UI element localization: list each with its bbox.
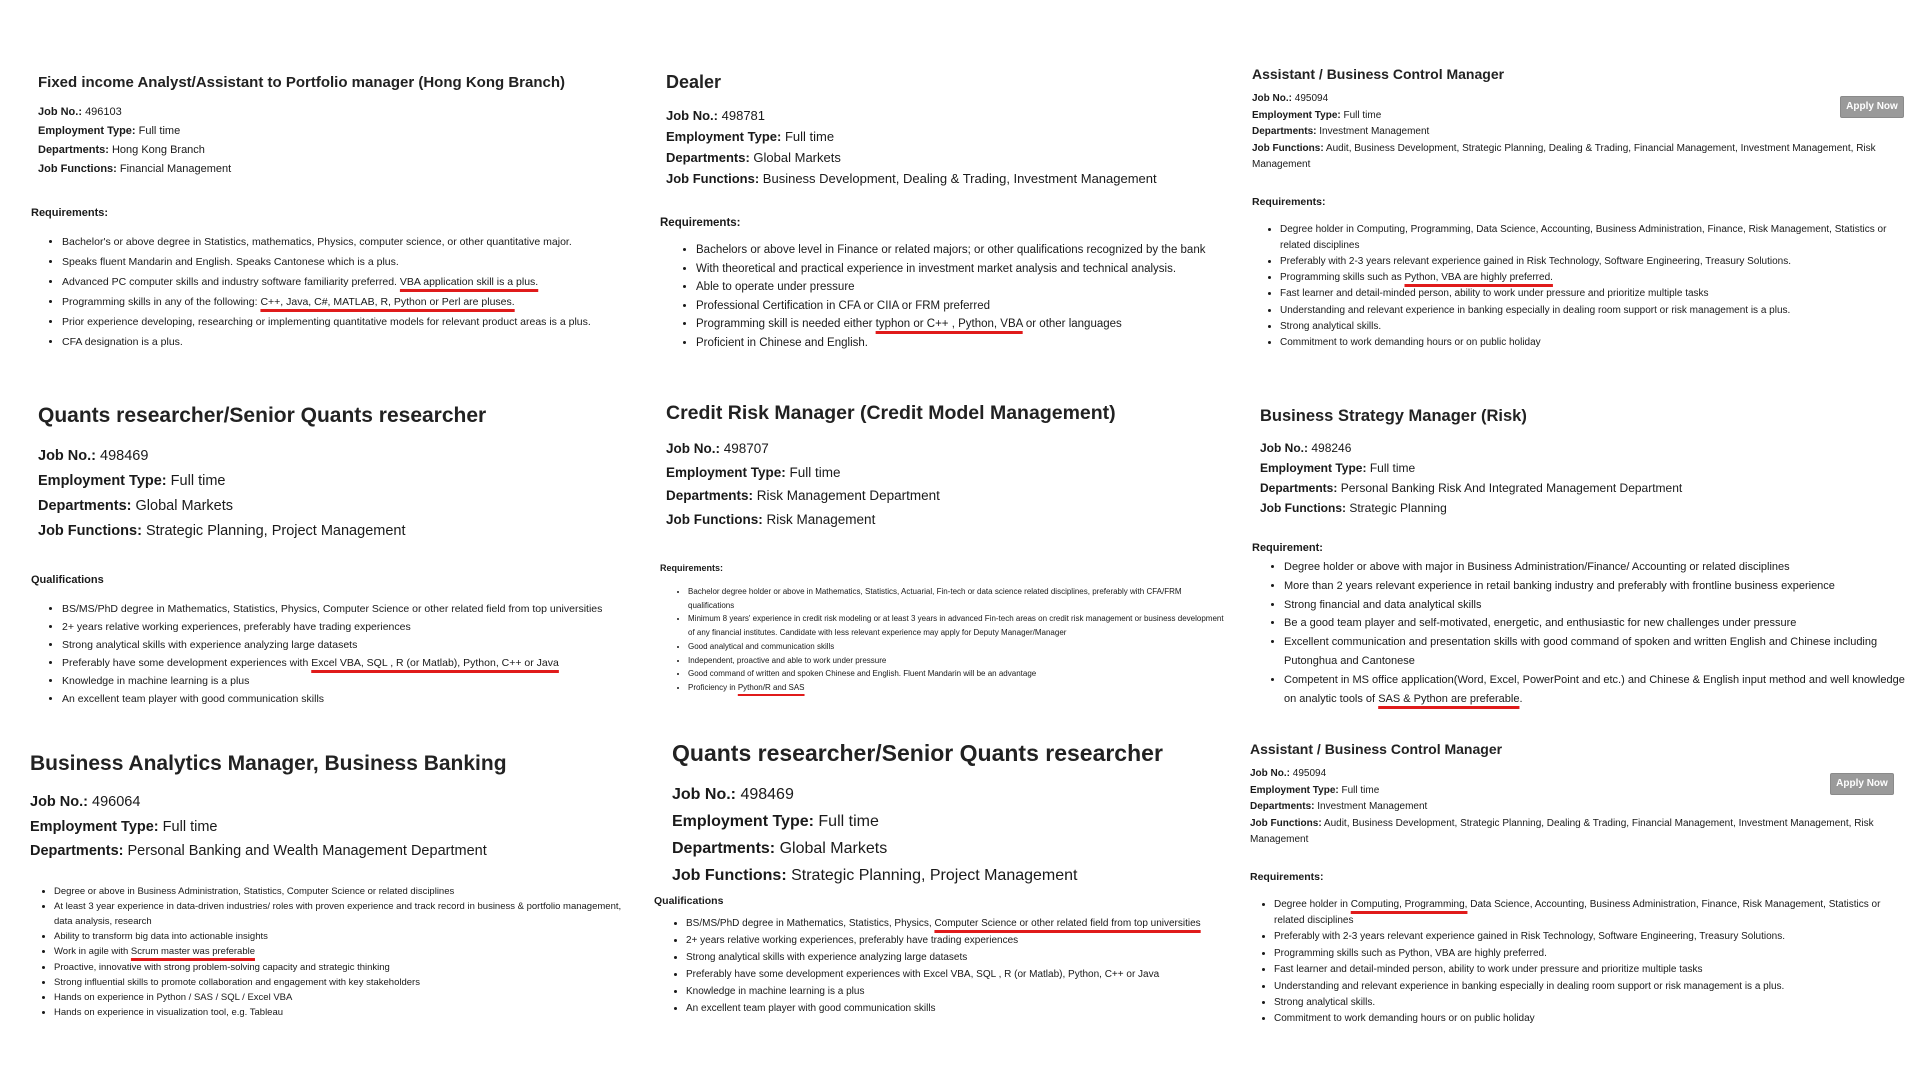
job-meta bbox=[666, 437, 1226, 531]
list-item: • An excellent team player with good communication skills bbox=[686, 1000, 1232, 1017]
list-item: • Preferably have some development experiences with Excel VBA, SQL , R (or Matlab), Python, C++ or Java bbox=[686, 966, 1232, 983]
job-title: Dealer bbox=[666, 72, 722, 92]
job-posting-business-control-manager bbox=[1252, 66, 1907, 351]
qualifications-heading: Qualifications bbox=[31, 574, 104, 586]
requirements-list bbox=[1250, 897, 1910, 1028]
job-functions-label: Job Functions: bbox=[38, 163, 117, 175]
job-posting-credit-risk-manager bbox=[660, 402, 1226, 695]
requirements-heading: Requirements: bbox=[31, 207, 109, 219]
job-posting-quants-researcher bbox=[31, 404, 618, 708]
requirements-list bbox=[38, 600, 618, 708]
job-functions-value: Audit, Business Development, Strategic Planning, Dealing & Trading, Financial Management, Investment Management, Risk Management bbox=[1250, 817, 1874, 845]
list-item: • Degree holder in Computing, Programming, Data Science, Accounting, Business Administration, Finance, Risk Management, Statistics or related disciplines bbox=[1280, 222, 1907, 254]
requirements-list bbox=[1260, 558, 1910, 708]
job-no-value: 498707 bbox=[723, 441, 769, 456]
job-title: Assistant / Business Control Manager bbox=[1250, 741, 1503, 757]
job-no-label: Job No.: bbox=[1260, 441, 1308, 455]
list-item: • Excellent communication and presentation skills with good command of spoken and written English and Chinese including Putonghua and Cantonese bbox=[1284, 633, 1910, 671]
list-item: • Ability to transform big data into actionable insights bbox=[54, 929, 630, 944]
list-item: • Good analytical and communication skills bbox=[688, 640, 1226, 654]
list-item: • An excellent team player with good communication skills bbox=[62, 690, 618, 708]
list-item: • Hands on experience in visualization tool, e.g. Tableau bbox=[54, 1005, 630, 1020]
job-functions-value: Strategic Planning bbox=[1349, 501, 1447, 515]
employment-type-label: Employment Type: bbox=[30, 818, 159, 835]
list-item: • Be a good team player and self-motivated, energetic, and enthusiastic for new challenges under pressure bbox=[1284, 614, 1910, 633]
job-no-label: Job No.: bbox=[666, 441, 720, 456]
departments-label: Departments: bbox=[1250, 801, 1315, 812]
departments-label: Departments: bbox=[666, 150, 750, 165]
list-item: • 2+ years relative working experiences, preferably have trading experiences bbox=[686, 932, 1232, 949]
departments-value: Investment Management bbox=[1317, 801, 1428, 812]
departments-label: Departments: bbox=[666, 488, 754, 503]
list-item: • Proficiency in Python/R and SAS bbox=[688, 681, 1226, 695]
departments-value: Global Markets bbox=[135, 498, 234, 514]
employment-type-value: Full time bbox=[162, 818, 218, 835]
departments-value: Personal Banking Risk And Integrated Management Department bbox=[1340, 481, 1683, 495]
list-item: • Understanding and relevant experience in banking especially in dealing room support or risk management is a plus. bbox=[1280, 303, 1907, 319]
list-item: • Advanced PC computer skills and industry software familiarity preferred. VBA application skill is a plus. bbox=[62, 272, 618, 292]
highlighted-text: Computer Science or other related field from top universities bbox=[934, 918, 1201, 929]
highlighted-text: C++, Java, C#, MATLAB, R, Python or Perl are pluses. bbox=[260, 296, 515, 308]
job-functions-value: Business Development, Dealing & Trading, Investment Management bbox=[762, 171, 1157, 186]
job-no-value: 498469 bbox=[740, 786, 794, 803]
job-no-value: 498469 bbox=[100, 448, 149, 464]
job-title: Business Strategy Manager (Risk) bbox=[1260, 407, 1527, 425]
job-functions-label: Job Functions: bbox=[666, 171, 760, 186]
list-item: • Competent in MS office application(Word, Excel, PowerPoint and etc.) and Chinese & English input method and well knowledge on analytic tools of SAS & Python are preferable. bbox=[1284, 671, 1910, 709]
employment-type-value: Full time bbox=[1343, 109, 1382, 121]
list-item: • 2+ years relative working experiences, preferably have trading experiences bbox=[62, 618, 618, 636]
highlighted-text: Python/R and SAS bbox=[737, 682, 805, 692]
list-item: • Independent, proactive and able to work under pressure bbox=[688, 654, 1226, 668]
job-no-value: 495094 bbox=[1294, 93, 1329, 104]
list-item: • Bachelors or above level in Finance or related majors; or other qualifications recognized by the bank bbox=[696, 241, 1226, 260]
job-no-value: 498246 bbox=[1311, 441, 1352, 455]
job-no-label: Job No.: bbox=[38, 106, 82, 118]
highlighted-text: SAS & Python are preferable bbox=[1378, 692, 1520, 705]
employment-type-label: Employment Type: bbox=[666, 129, 782, 144]
departments-value: Global Markets bbox=[779, 840, 888, 857]
job-posting-business-analytics-manager bbox=[30, 752, 630, 1020]
job-posting-business-strategy-manager bbox=[1252, 407, 1910, 708]
list-item: • Fast learner and detail-minded person, ability to work under pressure and prioritize multiple tasks bbox=[1280, 286, 1907, 302]
list-item: • Programming skills such as Python, VBA are highly preferred. bbox=[1280, 270, 1907, 286]
list-item: • Bachelor degree holder or above in Mathematics, Statistics, Actuarial, Fin-tech or data science related disciplines, preferably with CFA/FRM qualifications bbox=[688, 585, 1226, 612]
list-item: • Prior experience developing, researching or implementing quantitative models for relevant product areas is a plus. bbox=[62, 312, 618, 332]
list-item: • Strong influential skills to promote collaboration and engagement with key stakeholders bbox=[54, 975, 630, 990]
list-item: • At least 3 year experience in data-driven industries/ roles with proven experience and track record in business & portfolio management, data analysis, research bbox=[54, 899, 630, 929]
job-functions-label: Job Functions: bbox=[672, 867, 787, 884]
job-meta bbox=[666, 105, 1226, 189]
job-functions-value: Risk Management bbox=[766, 511, 876, 527]
job-title: Business Analytics Manager, Business Banking bbox=[30, 752, 507, 775]
job-functions-label: Job Functions: bbox=[1250, 817, 1322, 829]
departments-label: Departments: bbox=[672, 840, 776, 857]
apply-now-button[interactable]: Apply Now bbox=[1840, 96, 1904, 118]
requirements-heading: Requirement: bbox=[1252, 542, 1323, 554]
list-item: • Work in agile with Scrum master was preferable bbox=[54, 944, 630, 959]
requirements-heading: Requirements: bbox=[1250, 870, 1324, 883]
job-functions-value: Strategic Planning, Project Management bbox=[145, 523, 406, 539]
job-title: Quants researcher/Senior Quants researcher bbox=[672, 740, 1163, 766]
employment-type-value: Full time bbox=[784, 129, 835, 144]
departments-label: Departments: bbox=[1260, 481, 1338, 495]
job-meta bbox=[30, 790, 630, 864]
employment-type-value: Full time bbox=[170, 473, 226, 489]
departments-label: Departments: bbox=[38, 144, 109, 156]
list-item: • Understanding and relevant experience in banking especially in dealing room support or risk management is a plus. bbox=[1274, 979, 1910, 995]
job-functions-value: Audit, Business Development, Strategic Planning, Dealing & Trading, Financial Management, Investment Management, Risk Management bbox=[1252, 142, 1876, 170]
job-title: Fixed income Analyst/Assistant to Portfolio manager (Hong Kong Branch) bbox=[38, 74, 565, 91]
list-item: • Preferably have some development experiences with Excel VBA, SQL , R (or Matlab), Python, C++ or Java bbox=[62, 654, 618, 672]
employment-type-label: Employment Type: bbox=[38, 125, 136, 137]
requirements-list bbox=[1252, 222, 1907, 352]
list-item: • Programming skills in any of the following: C++, Java, C#, MATLAB, R, Python or Perl are pluses. bbox=[62, 292, 618, 312]
employment-type-label: Employment Type: bbox=[1252, 109, 1341, 121]
job-functions-label: Job Functions: bbox=[666, 511, 763, 527]
highlighted-text: VBA application skill is a plus. bbox=[399, 276, 539, 288]
job-title: Credit Risk Manager (Credit Model Management) bbox=[666, 402, 1116, 424]
list-item: • Knowledge in machine learning is a plus bbox=[62, 672, 618, 690]
job-meta bbox=[672, 781, 1232, 889]
list-item: • Speaks fluent Mandarin and English. Speaks Cantonese which is a plus. bbox=[62, 252, 618, 272]
job-title: Assistant / Business Control Manager bbox=[1252, 66, 1505, 82]
departments-label: Departments: bbox=[1252, 126, 1317, 137]
list-item: • Minimum 8 years' experience in credit risk modeling or at least 3 years in advanced Fin-tech areas on credit risk management or business development of any financial institutes. Candidate with less relevant experience may apply for Deputy Manager/Manager bbox=[688, 612, 1226, 639]
requirements-list bbox=[666, 241, 1226, 352]
requirements-list bbox=[666, 585, 1226, 695]
departments-value: Risk Management Department bbox=[756, 488, 940, 503]
list-item: • Degree holder or above with major in Business Administration/Finance/ Accounting or related disciplines bbox=[1284, 558, 1910, 577]
qualifications-heading: Qualifications bbox=[654, 895, 724, 907]
list-item: • Bachelor's or above degree in Statistics, mathematics, Physics, computer science, or other quantitative major. bbox=[62, 232, 618, 252]
list-item: • Proficient in Chinese and English. bbox=[696, 334, 1226, 353]
list-item: • Commitment to work demanding hours or on public holiday bbox=[1280, 335, 1907, 351]
job-no-value: 496103 bbox=[85, 106, 122, 118]
list-item: • Programming skills such as Python, VBA are highly preferred. bbox=[1274, 946, 1910, 962]
list-item: • Professional Certification in CFA or CIIA or FRM preferred bbox=[696, 297, 1226, 316]
job-no-label: Job No.: bbox=[1252, 93, 1292, 104]
list-item: • Degree or above in Business Administration, Statistics, Computer Science or related disciplines bbox=[54, 884, 630, 899]
list-item: • Able to operate under pressure bbox=[696, 278, 1226, 297]
employment-type-value: Full time bbox=[818, 813, 879, 830]
departments-value: Hong Kong Branch bbox=[111, 144, 205, 156]
job-posting-business-control-manager-2 bbox=[1250, 741, 1910, 1028]
job-meta bbox=[1250, 766, 1910, 849]
requirements-heading: Requirements: bbox=[1252, 195, 1326, 208]
employment-type-label: Employment Type: bbox=[1250, 784, 1339, 796]
job-functions-label: Job Functions: bbox=[38, 523, 142, 539]
job-no-value: 496064 bbox=[92, 794, 141, 810]
list-item: • Proactive, innovative with strong problem-solving capacity and strategic thinking bbox=[54, 960, 630, 975]
employment-type-value: Full time bbox=[1341, 784, 1380, 796]
list-item: • BS/MS/PhD degree in Mathematics, Statistics, Physics, Computer Science or other related field from top universities bbox=[62, 600, 618, 618]
job-title: Quants researcher/Senior Quants researcher bbox=[38, 404, 487, 427]
departments-value: Global Markets bbox=[753, 150, 841, 165]
highlighted-text: Computing, Programming, bbox=[1350, 898, 1468, 910]
employment-type-label: Employment Type: bbox=[666, 464, 786, 480]
job-functions-value: Strategic Planning, Project Management bbox=[791, 867, 1078, 884]
list-item: • CFA designation is a plus. bbox=[62, 332, 618, 352]
list-item: • Strong analytical skills. bbox=[1280, 319, 1907, 335]
requirements-list bbox=[38, 232, 618, 352]
employment-type-value: Full time bbox=[138, 125, 181, 137]
departments-label: Departments: bbox=[30, 843, 124, 859]
job-functions-value: Financial Management bbox=[119, 163, 232, 175]
job-no-label: Job No.: bbox=[666, 108, 718, 123]
departments-value: Personal Banking and Wealth Management Department bbox=[127, 843, 487, 859]
requirements-heading: Requirements: bbox=[660, 217, 741, 229]
employment-type-label: Employment Type: bbox=[38, 473, 167, 489]
job-meta bbox=[1260, 438, 1910, 518]
employment-type-label: Employment Type: bbox=[1260, 461, 1367, 475]
job-posting-quants-researcher-2 bbox=[654, 740, 1232, 1017]
job-meta bbox=[38, 444, 618, 544]
list-item: • Good command of written and spoken Chinese and English. Fluent Mandarin will be an advantage bbox=[688, 667, 1226, 681]
highlighted-text: Excel VBA, SQL , R (or Matlab), Python, C++ or Java bbox=[311, 657, 559, 669]
departments-value: Investment Management bbox=[1319, 126, 1430, 137]
highlighted-text: Python, VBA are highly preferred. bbox=[1404, 272, 1553, 284]
list-item: • More than 2 years relevant experience in retail banking industry and preferably with frontline business experience bbox=[1284, 577, 1910, 596]
list-item: • Programming skill is needed either typhon or C++ , Python, VBA or other languages bbox=[696, 315, 1226, 334]
highlighted-text: typhon or C++ , Python, VBA bbox=[875, 318, 1023, 330]
list-item: • With theoretical and practical experience in investment market analysis and technical analysis. bbox=[696, 260, 1226, 279]
list-item: • Strong financial and data analytical skills bbox=[1284, 596, 1910, 615]
job-posting-fixed-income-analyst bbox=[31, 74, 618, 352]
list-item: • Fast learner and detail-minded person, ability to work under pressure and prioritize multiple tasks bbox=[1274, 962, 1910, 978]
employment-type-label: Employment Type: bbox=[672, 813, 814, 830]
list-item: • Strong analytical skills with experience analyzing large datasets bbox=[62, 636, 618, 654]
list-item: • Preferably with 2-3 years relevant experience gained in Risk Technology, Software Engineering, Treasury Solutions. bbox=[1274, 929, 1910, 945]
job-no-label: Job No.: bbox=[38, 448, 96, 464]
employment-type-value: Full time bbox=[1369, 461, 1416, 475]
job-meta bbox=[1252, 91, 1907, 174]
list-item: • Strong analytical skills with experience analyzing large datasets bbox=[686, 949, 1232, 966]
job-functions-label: Job Functions: bbox=[1252, 142, 1324, 154]
list-item: • Degree holder in Computing, Programming, Data Science, Accounting, Business Administration, Finance, Risk Management, Statistics or related disciplines bbox=[1274, 897, 1910, 930]
list-item: • Preferably with 2-3 years relevant experience gained in Risk Technology, Software Engineering, Treasury Solutions. bbox=[1280, 254, 1907, 270]
list-item: • Hands on experience in Python / SAS / SQL / Excel VBA bbox=[54, 990, 630, 1005]
job-no-label: Job No.: bbox=[672, 786, 736, 803]
list-item: • Strong analytical skills. bbox=[1274, 995, 1910, 1011]
list-item: • Knowledge in machine learning is a plus bbox=[686, 983, 1232, 1000]
employment-type-value: Full time bbox=[789, 464, 841, 480]
requirements-list bbox=[30, 884, 630, 1021]
job-functions-label: Job Functions: bbox=[1260, 501, 1346, 515]
job-no-label: Job No.: bbox=[1250, 768, 1290, 779]
requirements-list bbox=[672, 915, 1232, 1017]
departments-label: Departments: bbox=[38, 498, 132, 514]
requirements-heading: Requirements: bbox=[660, 563, 724, 573]
job-no-value: 498781 bbox=[721, 108, 766, 123]
apply-now-button[interactable]: Apply Now bbox=[1830, 773, 1894, 795]
job-posting-dealer bbox=[660, 72, 1226, 352]
list-item: • Commitment to work demanding hours or on public holiday bbox=[1274, 1011, 1910, 1027]
list-item: • BS/MS/PhD degree in Mathematics, Statistics, Physics, Computer Science or other related field from top universities bbox=[686, 915, 1232, 932]
job-no-label: Job No.: bbox=[30, 794, 88, 810]
job-meta bbox=[38, 103, 618, 179]
job-no-value: 495094 bbox=[1292, 768, 1327, 779]
highlighted-text: Scrum master was preferable bbox=[130, 946, 255, 958]
